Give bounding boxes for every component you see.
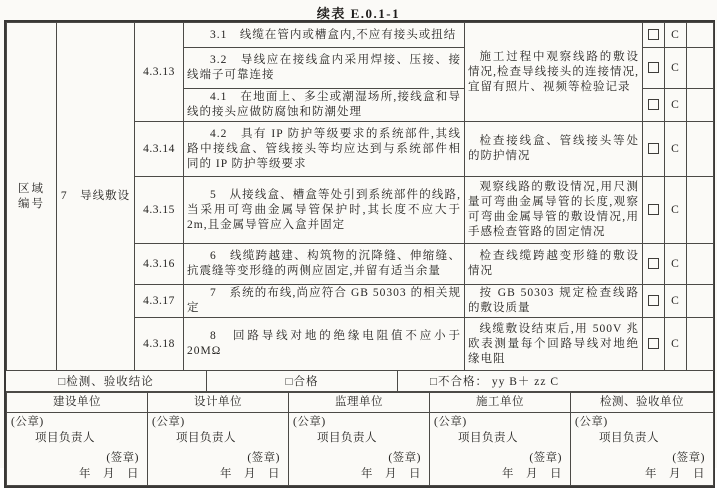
signature-cell-acceptance — [571, 413, 714, 486]
clause-number-4315: 4.3.15 — [135, 177, 184, 244]
blank-cell — [687, 177, 714, 244]
blank-cell — [687, 122, 714, 177]
unit-header-supervision: 监理单位 — [289, 393, 430, 413]
unit-header-contractor: 施工单位 — [430, 393, 571, 413]
seal-label: (公章) — [11, 416, 44, 428]
blank-cell — [687, 318, 714, 371]
check-cell — [643, 48, 665, 89]
signature-cell-design — [148, 413, 289, 486]
method-text: 线缆敷设结束后,用 500V 兆欧表测量每个回路导线对地绝缘电阻 — [465, 318, 643, 371]
checkbox-icon[interactable] — [648, 99, 659, 110]
signature-label: (签章) — [388, 452, 421, 464]
requirement-text: 6 线缆跨越建、构筑物的沉降缝、伸缩缝、抗震缝等变形缝的两侧应固定,并留有适当余量 — [184, 244, 465, 285]
inspection-table — [6, 22, 714, 371]
check-cell — [643, 23, 665, 48]
checkbox-icon[interactable] — [648, 62, 659, 73]
form-sheet — [4, 20, 715, 488]
check-cell — [643, 285, 665, 318]
grade-cell: C — [665, 122, 687, 177]
clause-number-4313: 4.3.13 — [135, 23, 184, 122]
clause-number-4318: 4.3.18 — [135, 318, 184, 371]
checkbox-icon[interactable] — [648, 29, 659, 40]
check-cell — [643, 122, 665, 177]
conclusion-row — [6, 371, 713, 392]
requirement-text: 5 从接线盒、槽盒等处引到系统部件的线路,当采用可弯曲金属导管保护时,其长度不应大于 2m,且金属导管应入盒并固定 — [184, 177, 465, 244]
method-text: 检查接线盒、管线接头等处的防护情况 — [465, 122, 643, 177]
checkbox-icon[interactable] — [648, 338, 659, 349]
requirement-text: 7 系统的布线,尚应符合 GB 50303 的相关规定 — [184, 285, 465, 318]
signature-cell-construction — [7, 413, 148, 486]
unit-header-construction: 建设单位 — [7, 393, 148, 413]
clause-number-4316: 4.3.16 — [135, 244, 184, 285]
seal-label: (公章) — [434, 416, 467, 428]
requirement-text: 8 回路导线对地的绝缘电阻值不应小于 20MΩ — [184, 318, 465, 371]
method-text: 观察线路的敷设情况,用尺测量可弯曲金属导管的长度,观察可弯曲金属导管的敷设情况,用手感检查管路的固定情况 — [465, 177, 643, 244]
signature-label: (签章) — [247, 452, 280, 464]
grade-cell: C — [665, 318, 687, 371]
seal-label: (公章) — [575, 416, 608, 428]
signature-label: (签章) — [529, 452, 562, 464]
project-leader-label: 项目负责人 — [35, 432, 95, 444]
clause-number-4314: 4.3.14 — [135, 122, 184, 177]
signature-cell-contractor — [430, 413, 571, 486]
check-cell — [643, 177, 665, 244]
check-cell — [643, 89, 665, 122]
date-label: 年 月 日 — [361, 468, 421, 480]
method-text: 施工过程中观察线路的敷设情况,检查导线接头的连接情况,宜留有照片、视频等检验记录 — [465, 23, 643, 122]
unit-header-row — [7, 393, 714, 413]
seal-label: (公章) — [293, 416, 326, 428]
clause-number-4317: 4.3.17 — [135, 285, 184, 318]
blank-cell — [687, 285, 714, 318]
system-name-cell: 7 导线敷设 — [57, 23, 135, 371]
date-label: 年 月 日 — [79, 468, 139, 480]
conclusion-checkbox-label[interactable]: □检测、验收结论 — [6, 371, 207, 391]
checkbox-icon[interactable] — [648, 295, 659, 306]
signature-label: (签章) — [672, 452, 705, 464]
fail-checkbox-label[interactable]: □不合格： yy B＋ zz C — [430, 376, 559, 388]
requirement-text: 4.2 具有 IP 防护等级要求的系统部件,其线路中接线盒、管线接头等均应达到与系统部件相同的 IP 防护等级要求 — [184, 122, 465, 177]
requirement-text: 3.1 线缆在管内或槽盒内,不应有接头或扭结 — [184, 23, 465, 48]
signature-table — [6, 392, 714, 486]
method-text: 按 GB 50303 规定检查线路的敷设质量 — [465, 285, 643, 318]
unit-header-design: 设计单位 — [148, 393, 289, 413]
requirement-text: 3.2 导线应在接线盒内采用焊接、压接、接线端子可靠连接 — [184, 48, 465, 89]
project-leader-label: 项目负责人 — [599, 432, 659, 444]
region-number-cell: 区域编号 — [7, 23, 57, 371]
grade-cell: C — [665, 244, 687, 285]
blank-cell — [687, 48, 714, 89]
date-label: 年 月 日 — [220, 468, 280, 480]
grade-cell: C — [665, 177, 687, 244]
check-cell — [643, 244, 665, 285]
signature-label: (签章) — [106, 452, 139, 464]
method-text: 检查线缆跨越变形缝的敷设情况 — [465, 244, 643, 285]
blank-cell — [687, 23, 714, 48]
unit-header-acceptance: 检测、验收单位 — [571, 393, 714, 413]
check-cell — [643, 318, 665, 371]
project-leader-label: 项目负责人 — [458, 432, 518, 444]
signature-cell-supervision — [289, 413, 430, 486]
project-leader-label: 项目负责人 — [176, 432, 236, 444]
checkbox-icon[interactable] — [648, 143, 659, 154]
seal-label: (公章) — [152, 416, 185, 428]
checkbox-icon[interactable] — [648, 258, 659, 269]
grade-cell: C — [665, 48, 687, 89]
blank-cell — [687, 244, 714, 285]
blank-cell — [687, 89, 714, 122]
pass-checkbox-label[interactable]: □合格 — [207, 371, 398, 391]
grade-cell: C — [665, 89, 687, 122]
table-title: 续表 E.0.1-1 — [316, 6, 401, 21]
table-row — [7, 23, 714, 48]
signature-row — [7, 413, 714, 486]
checkbox-icon[interactable] — [648, 204, 659, 215]
project-leader-label: 项目负责人 — [317, 432, 377, 444]
date-label: 年 月 日 — [502, 468, 562, 480]
grade-cell: C — [665, 23, 687, 48]
date-label: 年 月 日 — [645, 468, 705, 480]
grade-cell: C — [665, 285, 687, 318]
requirement-text: 4.1 在地面上、多尘或潮湿场所,接线盒和导线的接头应做防腐蚀和防潮处理 — [184, 89, 465, 122]
